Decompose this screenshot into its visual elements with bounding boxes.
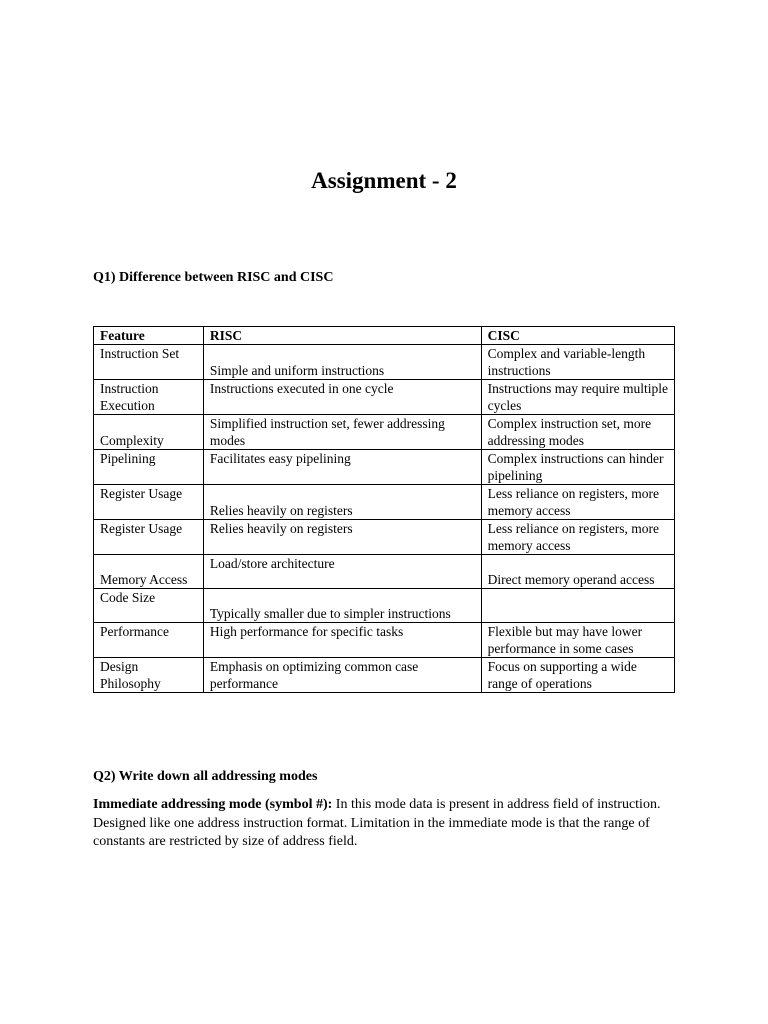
cell-cisc: Less reliance on registers, more memory access bbox=[481, 485, 674, 520]
cell-risc: Simple and uniform instructions bbox=[203, 345, 481, 380]
cell-feature: Performance bbox=[94, 623, 204, 658]
cell-cisc: Less reliance on registers, more memory access bbox=[481, 520, 674, 555]
cell-feature: Instruction Execution bbox=[94, 380, 204, 415]
immediate-mode-paragraph bbox=[93, 796, 683, 852]
q2-heading: Q2) Write down all addressing modes bbox=[93, 769, 318, 784]
cell-risc: Simplified instruction set, fewer addressing modes bbox=[203, 415, 481, 450]
cell-cisc: Focus on supporting a wide range of operations bbox=[481, 658, 674, 693]
header-feature: Feature bbox=[94, 327, 204, 345]
cell-cisc: Complex and variable-length instructions bbox=[481, 345, 674, 380]
table-row bbox=[94, 450, 675, 485]
table-row bbox=[94, 380, 675, 415]
cell-cisc bbox=[481, 589, 674, 623]
cell-risc: Relies heavily on registers bbox=[203, 520, 481, 555]
cell-feature: Memory Access bbox=[94, 555, 204, 589]
table-row bbox=[94, 415, 675, 450]
cell-risc: Facilitates easy pipelining bbox=[203, 450, 481, 485]
cell-risc: Instructions executed in one cycle bbox=[203, 380, 481, 415]
table-row bbox=[94, 345, 675, 380]
cell-cisc: Complex instruction set, more addressing modes bbox=[481, 415, 674, 450]
header-cisc: CISC bbox=[481, 327, 674, 345]
cell-risc: Load/store architecture bbox=[203, 555, 481, 589]
cell-risc: Emphasis on optimizing common case performance bbox=[203, 658, 481, 693]
table-row bbox=[94, 485, 675, 520]
risc-cisc-table bbox=[93, 326, 675, 693]
cell-cisc: Complex instructions can hinder pipelining bbox=[481, 450, 674, 485]
table-row bbox=[94, 520, 675, 555]
immediate-mode-text: In this mode data is present in address field of instruction. Designed like one address instruction format. Limitation in the immediate mode is that the range of constants are restricted by size of address field. bbox=[93, 797, 661, 849]
cell-feature: Instruction Set bbox=[94, 345, 204, 380]
header-risc: RISC bbox=[203, 327, 481, 345]
cell-cisc: Instructions may require multiple cycles bbox=[481, 380, 674, 415]
page-title: Assignment - 2 bbox=[311, 168, 457, 193]
cell-risc: Relies heavily on registers bbox=[203, 485, 481, 520]
cell-feature: Complexity bbox=[94, 415, 204, 450]
cell-risc: High performance for specific tasks bbox=[203, 623, 481, 658]
cell-cisc: Flexible but may have lower performance in some cases bbox=[481, 623, 674, 658]
table-row bbox=[94, 589, 675, 623]
q1-heading: Q1) Difference between RISC and CISC bbox=[93, 270, 334, 285]
immediate-mode-term: Immediate addressing mode (symbol #): bbox=[93, 797, 333, 812]
cell-feature: Register Usage bbox=[94, 485, 204, 520]
table-row bbox=[94, 555, 675, 589]
cell-cisc: Direct memory operand access bbox=[481, 555, 674, 589]
cell-feature: Design Philosophy bbox=[94, 658, 204, 693]
cell-feature: Register Usage bbox=[94, 520, 204, 555]
table-row bbox=[94, 623, 675, 658]
table-header-row bbox=[94, 327, 675, 345]
table-row bbox=[94, 658, 675, 693]
cell-risc: Typically smaller due to simpler instructions bbox=[203, 589, 481, 623]
cell-feature: Code Size bbox=[94, 589, 204, 623]
cell-feature: Pipelining bbox=[94, 450, 204, 485]
